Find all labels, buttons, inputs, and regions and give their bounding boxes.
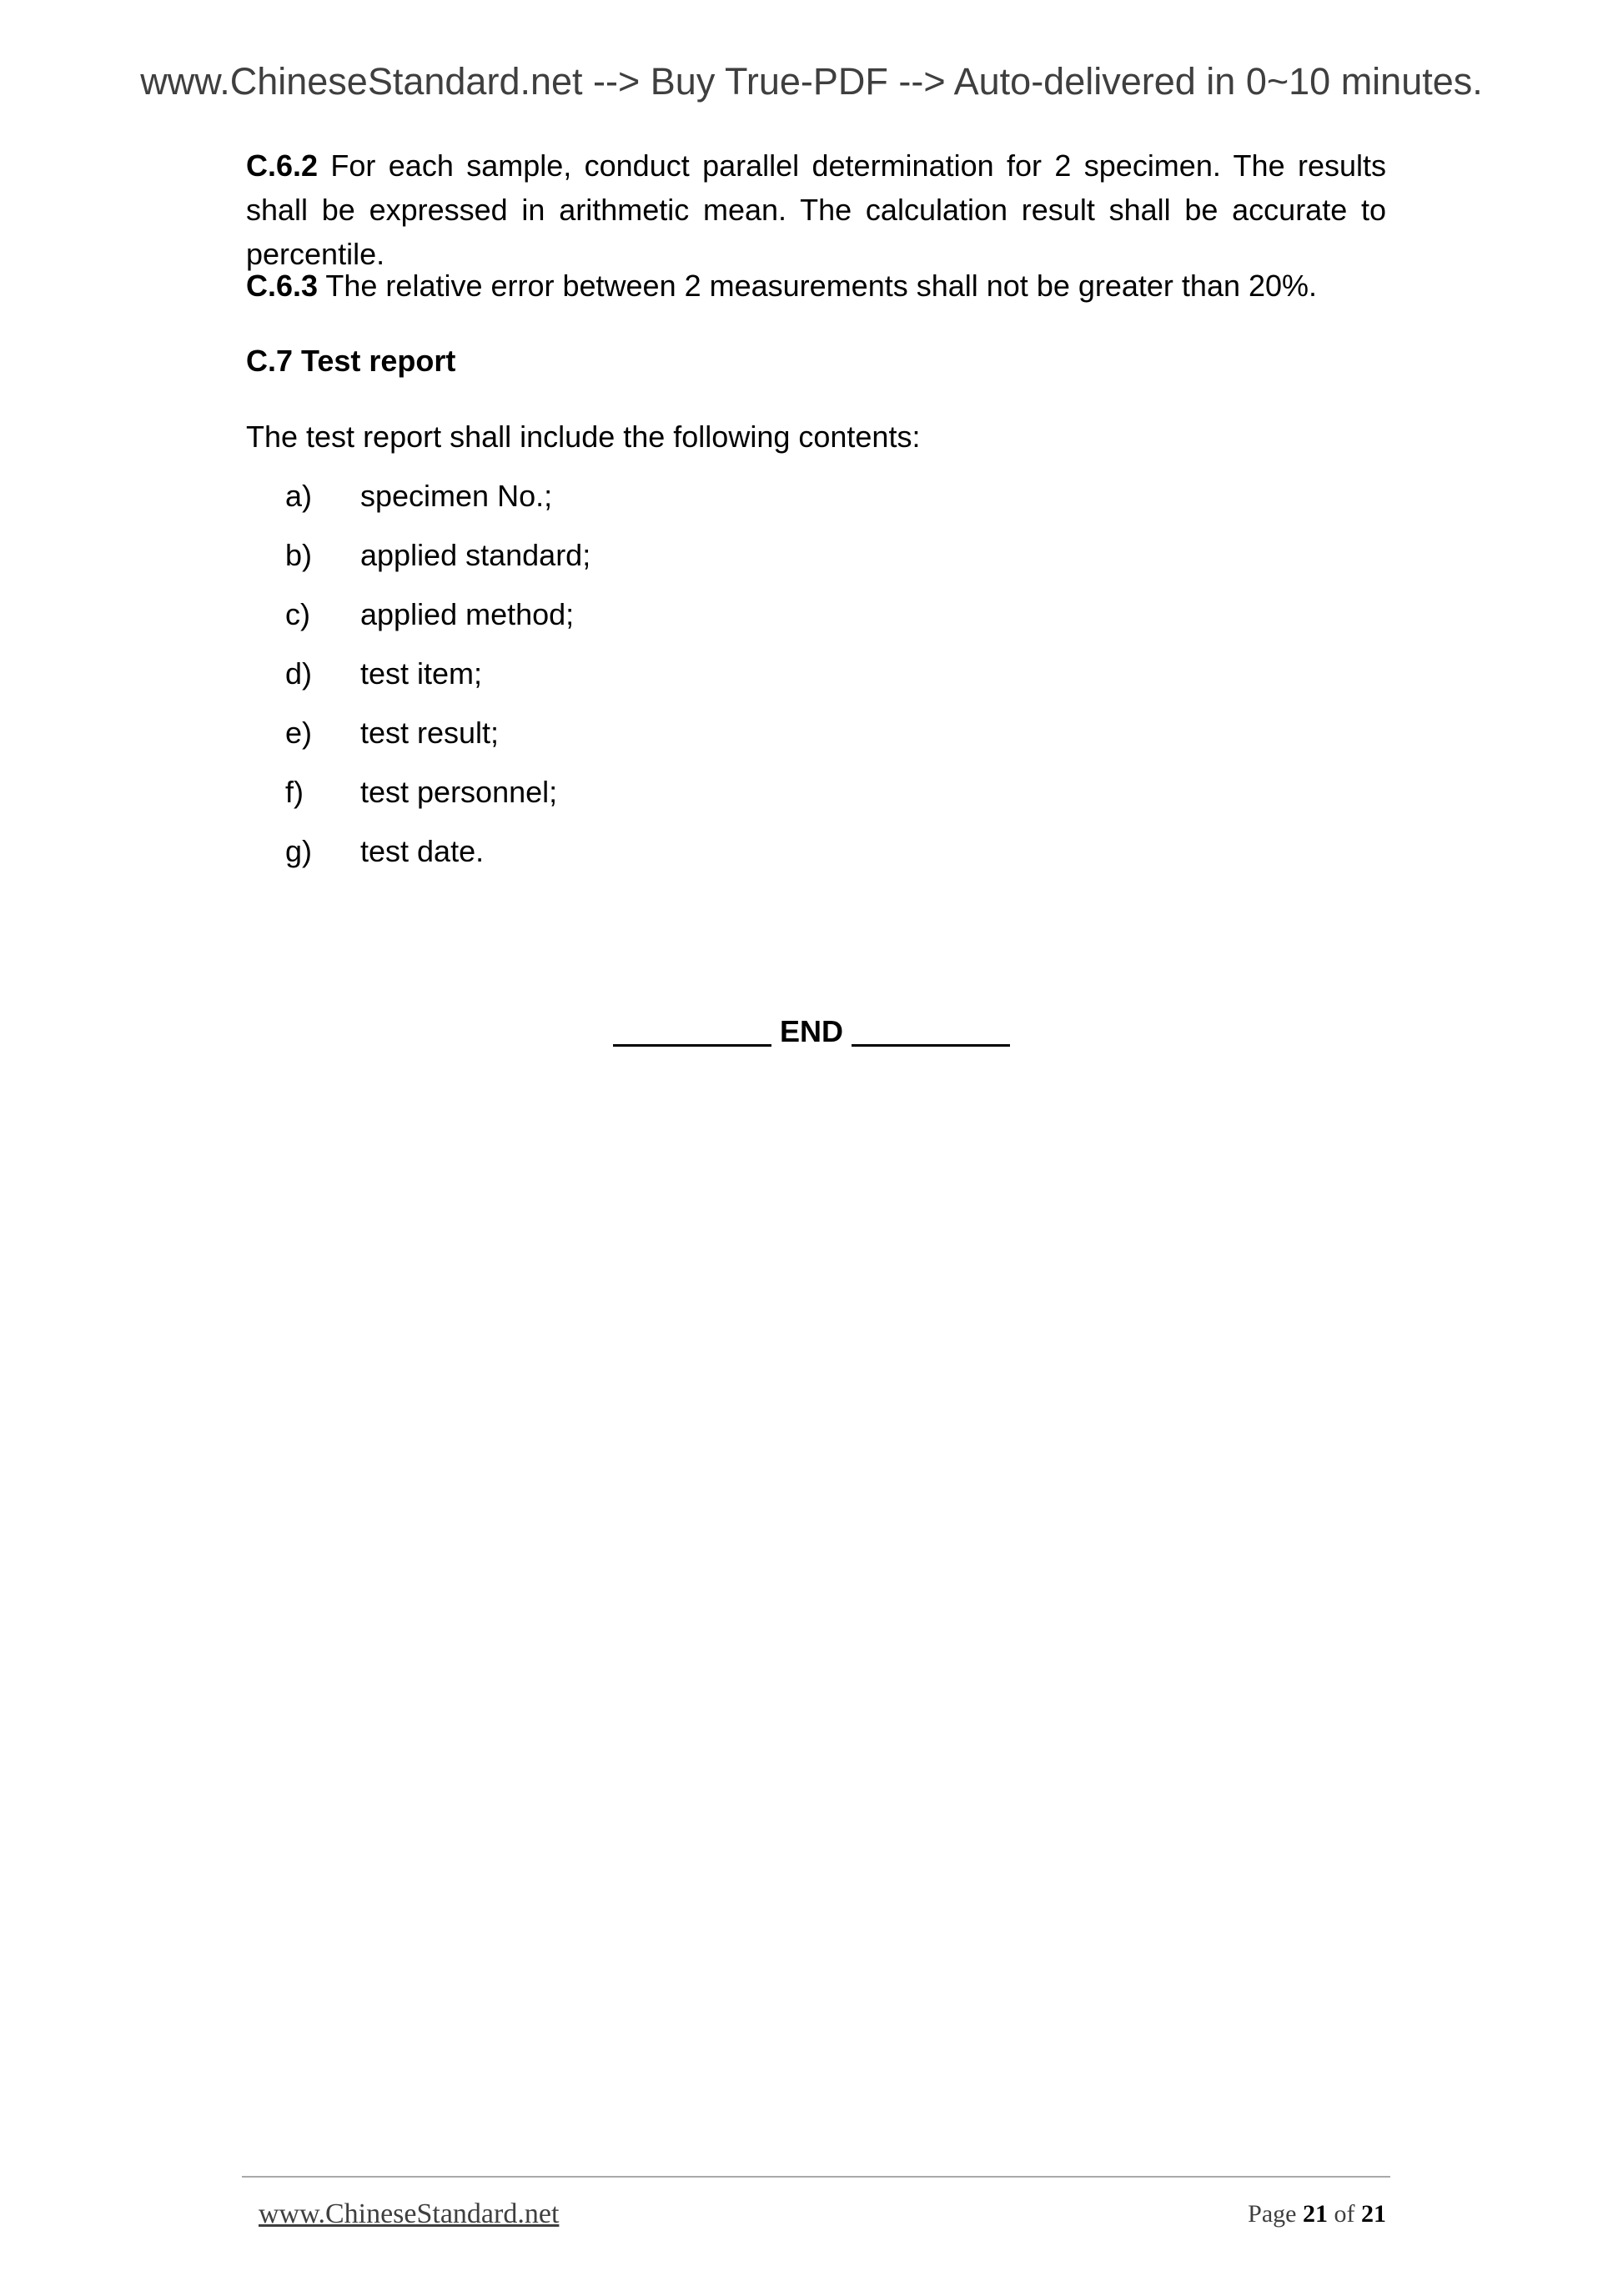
page-number [1248, 2200, 1386, 2228]
end-rule-right [852, 1044, 1010, 1047]
header-banner[interactable]: www.ChineseStandard.net --> Buy True-PDF --> Auto-delivered in 0~10 minutes. [140, 60, 1483, 103]
list-text: applied method; [360, 597, 575, 631]
list-marker: c) [285, 597, 310, 631]
list-text: applied standard; [360, 538, 591, 572]
list-marker: e) [285, 716, 313, 750]
clause-c62 [246, 143, 1386, 276]
footer-divider [242, 2176, 1390, 2178]
list-marker: f) [285, 775, 304, 809]
list-marker: a) [285, 479, 313, 513]
page-total: 21 [1361, 2200, 1386, 2228]
end-rule-left [613, 1044, 771, 1047]
end-label: END [779, 1014, 843, 1048]
page-word: Page [1248, 2200, 1297, 2228]
clause-text: For each sample, conduct parallel determination for 2 specimen. The results shall be expressed in arithmetic mean. The calculation result shall be accurate to percentile. [246, 148, 1386, 271]
section-heading: C.7 Test report [246, 344, 456, 378]
intro-paragraph: The test report shall include the following contents: [246, 420, 921, 454]
list-text: test date. [360, 834, 485, 868]
list-text: specimen No.; [360, 479, 553, 513]
end-mark [0, 1014, 1623, 1049]
page-of: of [1334, 2200, 1355, 2228]
clause-number: C.6.3 [246, 269, 319, 303]
list-text: test personnel; [360, 775, 558, 809]
list-text: test item; [360, 656, 483, 691]
list-text: test result; [360, 716, 500, 750]
clause-number: C.6.2 [246, 148, 319, 183]
list-marker: b) [285, 538, 313, 572]
list-marker: g) [285, 834, 313, 868]
list-marker: d) [285, 656, 313, 691]
page-current: 21 [1303, 2200, 1328, 2228]
clause-c63 [246, 264, 1386, 308]
footer-site-link[interactable]: www.ChineseStandard.net [259, 2198, 560, 2229]
clause-text: The relative error between 2 measurements shall not be greater than 20%. [318, 269, 1318, 303]
